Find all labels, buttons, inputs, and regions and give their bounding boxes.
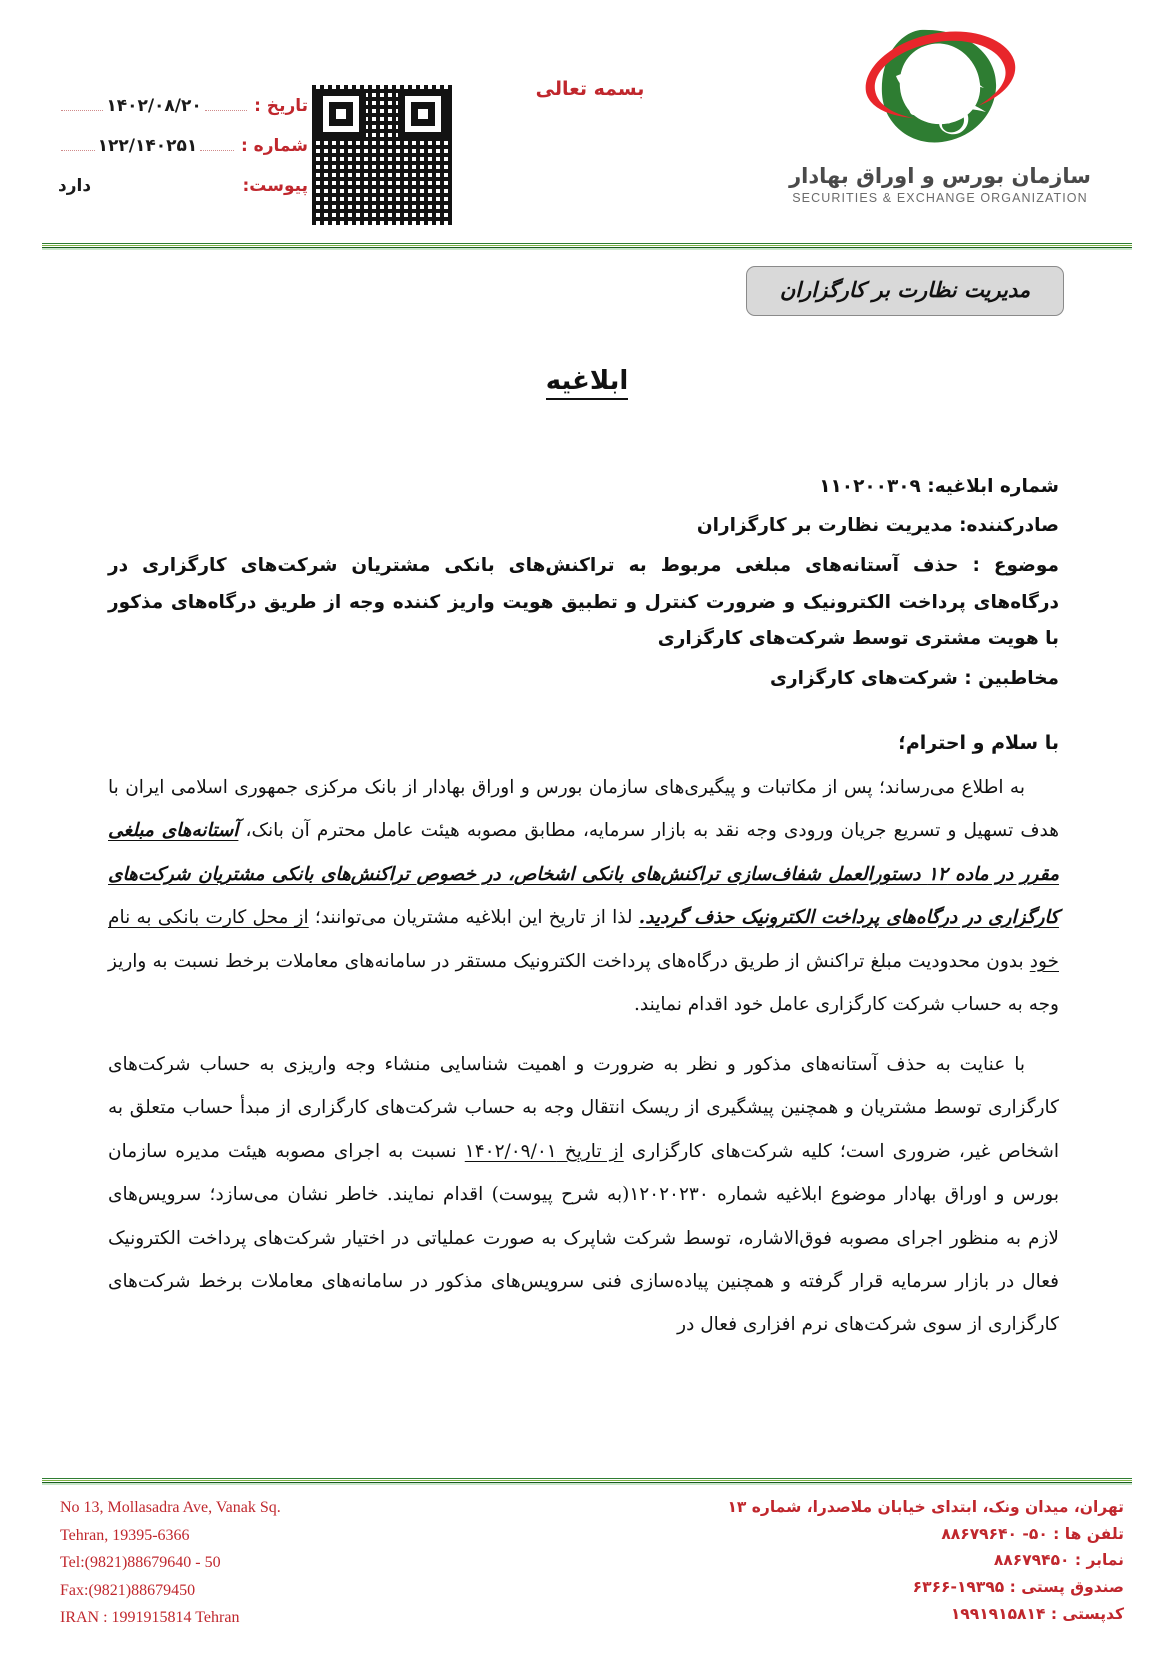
number-value: ۱۲۲/۱۴۰۲۵۱ bbox=[97, 136, 198, 156]
qr-code-icon bbox=[312, 85, 452, 225]
footer-fa-line: صندوق پستی : ۱۹۳۹۵-۶۳۶۶ bbox=[912, 1577, 1124, 1596]
footer-address-en bbox=[60, 1494, 281, 1632]
department-badge: مدیریت نظارت بر کارگزاران bbox=[746, 266, 1064, 316]
paragraph-1-part-b: لذا از تاریخ این ابلاغیه مشتریان می‌توانند؛ bbox=[314, 907, 633, 929]
dotted-leader bbox=[61, 141, 95, 151]
page-title-text: ابلاغیه bbox=[546, 366, 629, 400]
subject-value: حذف آستانه‌های مبلغی مربوط به تراکنش‌های بانکی مشتریان شرکت‌های کارگزاری در درگاه‌های پرداخت الکترونیک و ضرورت کنترل و تطبیق هویت واریز کننده وجه از طریق درگاه‌های مذکور با هویت مشتری توسط شرکت‌های کارگزاری bbox=[108, 555, 1059, 649]
paragraph-1-underline: از محل کارت بانکی به نام خود bbox=[108, 907, 1059, 972]
seo-emblem-icon bbox=[775, 18, 1105, 168]
meta-row-date bbox=[58, 96, 308, 116]
organization-logo bbox=[775, 18, 1105, 205]
subject-label: موضوع : bbox=[972, 555, 1059, 577]
paragraph-1 bbox=[108, 766, 1059, 1027]
spacer bbox=[94, 181, 235, 191]
document-footer bbox=[42, 1494, 1132, 1654]
footer-en-line: Tel:(9821)88679640 - 50 bbox=[60, 1554, 221, 1572]
logo-title-en: SECURITIES & EXCHANGE ORGANIZATION bbox=[792, 191, 1088, 205]
footer-en-line: No 13, Mollasadra Ave, Vanak Sq. bbox=[60, 1499, 281, 1516]
attachment-label: پیوست: bbox=[242, 176, 308, 196]
paragraph-2-part-a: با عنایت به حذف آستانه‌های مذکور و نظر به ضرورت و اهمیت شناسایی منشاء وجه واریزی به حساب شرکت‌های کارگزاری توسط مشتریان و همچنین پیشگیری از ریسک انتقال وجه به حساب شرکت‌های کارگزاری از مبدأ حساب متعلق به اشخاص غیر، ضروری است؛ کلیه شرکت‌های کارگزاری bbox=[108, 1053, 1059, 1162]
date-label: تاریخ : bbox=[254, 96, 308, 116]
notice-number-label: شماره ابلاغیه: bbox=[927, 476, 1059, 497]
paragraph-1-part-c: بدون محدودیت مبلغ تراکنش از طریق درگاه‌های پرداخت الکترونیک مستقر در سامانه‌های معاملات برخط نسبت به واریز وجه به حساب شرکت کارگزاری عامل خود اقدام نمایند. bbox=[108, 950, 1059, 1016]
page-title bbox=[0, 366, 1174, 396]
issuer-value: مدیریت نظارت بر کارگزاران bbox=[696, 515, 953, 537]
dotted-leader bbox=[61, 101, 103, 111]
header-meta-block bbox=[58, 96, 308, 216]
footer-en-line: Fax:(9821)88679450 bbox=[60, 1581, 196, 1599]
paragraph-1-emphasis: آستانه‌های مبلغی مقرر در ماده ۱۲ دستورالعمل شفاف‌سازی تراکنش‌های بانکی اشخاص، در خصوص تراکنش‌های بانکی مشتریان شرکت‌های کارگزاری در درگاه‌های پرداخت الکترونیک حذف گردید. bbox=[108, 820, 1059, 929]
document-header bbox=[0, 0, 1174, 250]
meta-row-number bbox=[58, 136, 308, 156]
paragraph-2-underline: از تاریخ ۱۴۰۲/۰۹/۰۱ bbox=[464, 1140, 624, 1162]
audience-value: شرکت‌های کارگزاری bbox=[770, 667, 958, 689]
footer-address-fa bbox=[727, 1494, 1124, 1627]
meta-row-attachment bbox=[58, 176, 308, 196]
date-value: ۱۴۰۲/۰۸/۲۰ bbox=[106, 96, 202, 116]
audience-line bbox=[108, 662, 1059, 696]
footer-fa-line: کدپستی : ۱۹۹۱۹۱۵۸۱۴ bbox=[950, 1604, 1124, 1623]
footer-fa-line: نمابر : ۸۸۶۷۹۴۵۰ bbox=[993, 1551, 1124, 1570]
notice-number-value: ۱۱۰۲۰۰۳۰۹ bbox=[819, 476, 921, 497]
header-divider bbox=[42, 243, 1132, 250]
issuer-label: صادرکننده: bbox=[959, 515, 1059, 537]
besmeh-taala-text: بسمه تعالی bbox=[535, 78, 645, 100]
footer-en-line: IRAN : 1991915814 Tehran bbox=[60, 1609, 240, 1627]
dotted-leader bbox=[205, 101, 247, 111]
footer-fa-line: تلفن ها : ۵۰- ۸۸۶۷۹۶۴۰ bbox=[941, 1524, 1124, 1543]
document-body bbox=[108, 470, 1059, 1363]
footer-divider bbox=[42, 1478, 1132, 1485]
dotted-leader bbox=[200, 141, 234, 151]
paragraph-2-part-b: نسبت به اجرای مصوبه هیئت مدیره سازمان بورس و اوراق بهادار موضوع ابلاغیه شماره ۱۲۰۲۰۲۳۰(به شرح پیوست) اقدام نمایند. خاطر نشان می‌سازد؛ سرویس‌های لازم به منظور اجرای مصوبه فوق‌الاشاره، توسط شرکت شاپرک به صورت عملیاتی در اختیار شرکت‌های پرداخت الکترونیک فعال در بازار سرمایه قرار گرفته و همچنین پیاده‌سازی فنی سرویس‌های مذکور در سامانه‌های معاملات برخط شرکت‌های کارگزاری از سوی شرکت‌های نرم افزاری فعال در bbox=[108, 1140, 1059, 1336]
paragraph-2 bbox=[108, 1043, 1059, 1347]
logo-title-fa: سازمان بورس و اوراق بهادار bbox=[789, 164, 1091, 188]
subject-line bbox=[108, 548, 1059, 656]
footer-fa-line: تهران، میدان ونک، ابتدای خیابان ملاصدرا، شماره ۱۳ bbox=[727, 1498, 1124, 1516]
attachment-value: دارد bbox=[58, 176, 92, 196]
issuer-line bbox=[108, 509, 1059, 543]
audience-label: مخاطبین : bbox=[964, 667, 1059, 689]
footer-en-line: Tehran, 19395-6366 bbox=[60, 1526, 190, 1544]
salutation: با سلام و احترام؛ bbox=[898, 731, 1059, 754]
number-label: شماره : bbox=[240, 136, 308, 156]
notice-number-line bbox=[108, 470, 1059, 504]
paragraph-1-part-a: به اطلاع می‌رساند؛ پس از مکاتبات و پیگیری‌های سازمان بورس و اوراق بهادار از بانک مرکزی جمهوری اسلامی ایران با هدف تسهیل و تسریع جریان ورودی وجه نقد به بازار سرمایه، مطابق مصوبه هیئت عامل محترم آن بانک، bbox=[108, 776, 1059, 842]
